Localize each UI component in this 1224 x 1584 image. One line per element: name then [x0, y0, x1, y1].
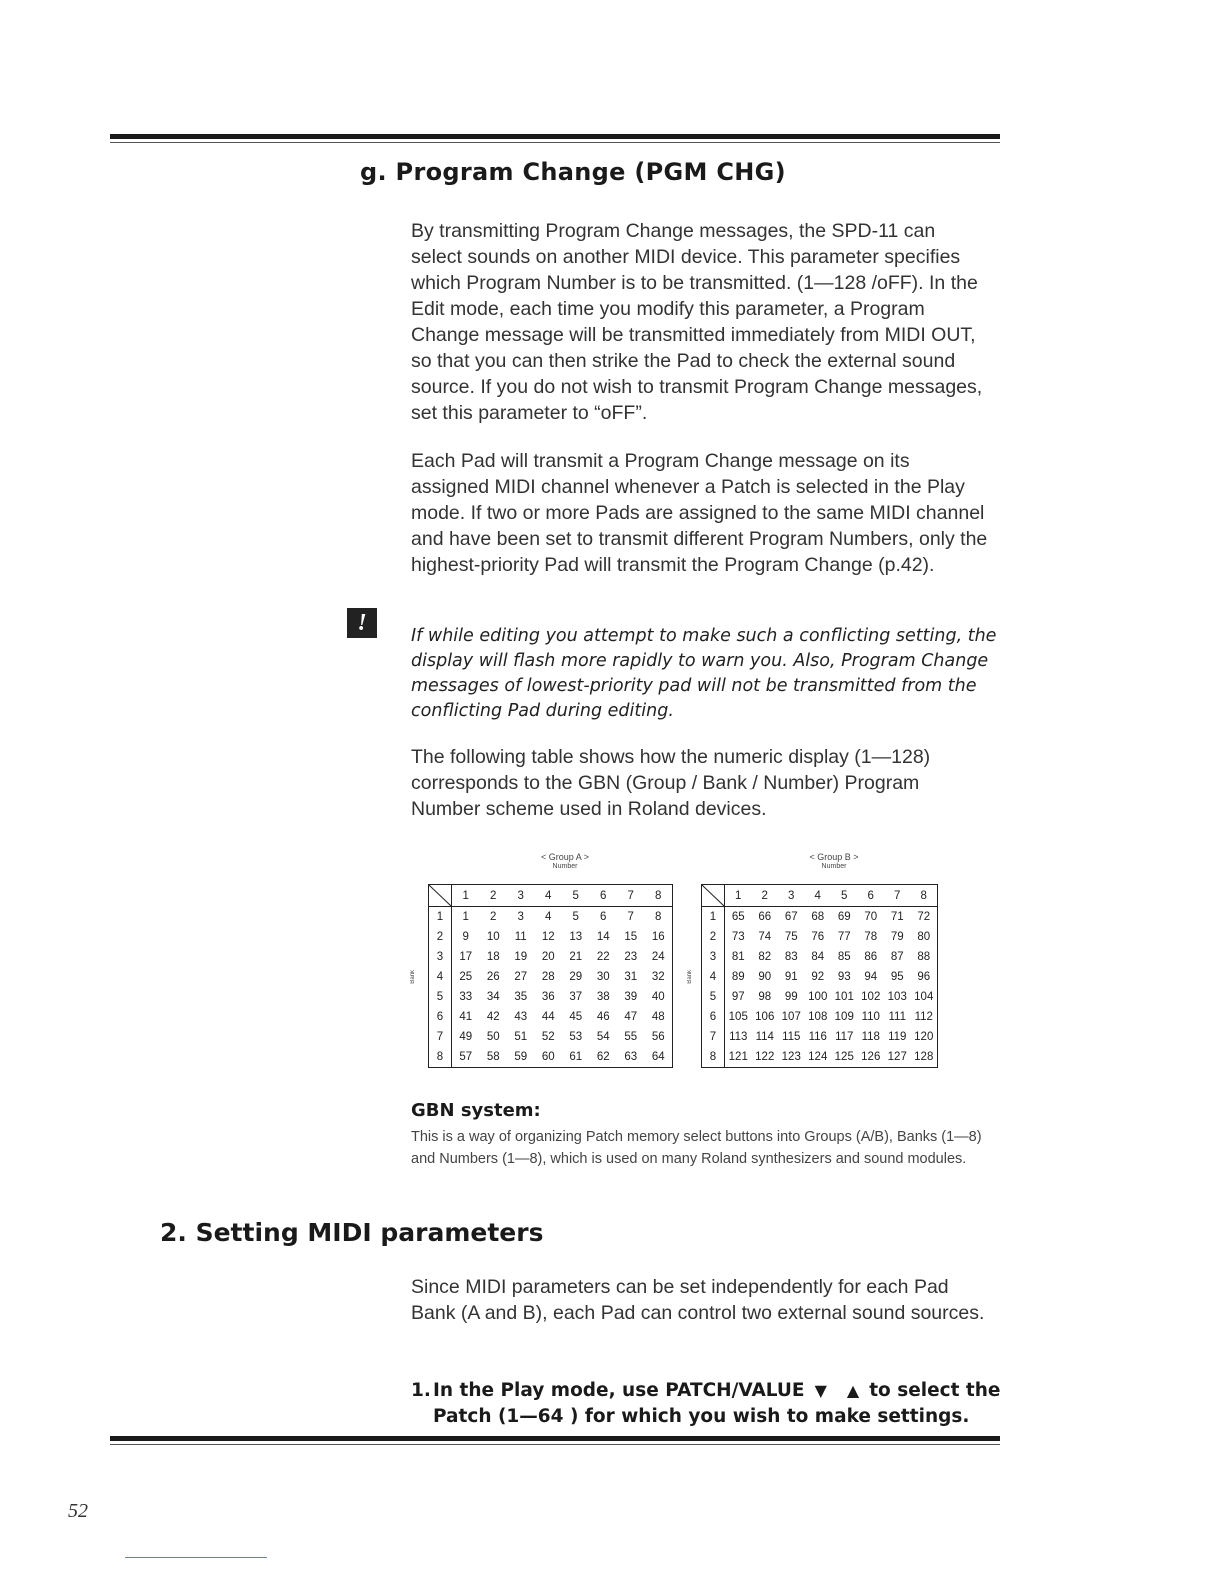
table-cell: 98: [758, 991, 772, 1003]
table-cell: 87: [890, 951, 904, 963]
table-cell: 25: [459, 971, 473, 983]
table-corner: [429, 885, 452, 907]
table-cell: 76: [811, 931, 825, 943]
table-cell: 34: [486, 991, 500, 1003]
table-cell: 50: [486, 1031, 500, 1043]
gbn-table-group-b: [701, 884, 938, 1068]
table-cell: 22: [596, 951, 610, 963]
table-cell: 75: [784, 931, 798, 943]
table-cell: 112: [914, 1011, 933, 1023]
table-cell: 2: [490, 911, 497, 923]
table-cell: 60: [541, 1051, 555, 1063]
table-cell: 117: [835, 1031, 854, 1043]
table-cell: 46: [596, 1011, 610, 1023]
table-cell: 122: [755, 1051, 775, 1063]
table-cell: 84: [811, 951, 825, 963]
column-header: 3: [507, 885, 535, 907]
table-row: [702, 1027, 938, 1047]
table-cell: 8: [655, 911, 662, 923]
table-cell: 5: [572, 911, 579, 923]
column-header: 7: [884, 885, 911, 907]
table-cell: 90: [758, 971, 772, 983]
table-cell: 39: [624, 991, 638, 1003]
table-cell: 126: [861, 1051, 881, 1063]
step-1: [411, 1378, 1011, 1430]
table-cell: 3: [517, 911, 524, 923]
table-cell: 124: [808, 1051, 828, 1063]
table-cell: 66: [758, 911, 772, 923]
table-row: [429, 1007, 673, 1027]
table-row: [702, 907, 938, 928]
table-cell: 51: [514, 1031, 528, 1043]
table-cell: 42: [486, 1011, 500, 1023]
table-row: [429, 927, 673, 947]
table-cell: 71: [890, 911, 904, 923]
table-cell: 20: [541, 951, 555, 963]
table-cell: 104: [914, 991, 934, 1003]
table-cell: 118: [861, 1031, 880, 1043]
table-cell: 101: [834, 991, 854, 1003]
table-cell: 107: [781, 1011, 801, 1023]
table-cell: 1: [462, 911, 469, 923]
table-cell: 29: [569, 971, 583, 983]
column-header: 2: [480, 885, 508, 907]
table-cell: 68: [811, 911, 825, 923]
bank-cell: 7: [702, 1027, 725, 1047]
bank-cell: 6: [702, 1007, 725, 1027]
paragraph-pad-transmit: Each Pad will transmit a Program Change message on its assigned MIDI channel whenever a Patch is selected in the Play mode. If two or more Pads are assigned to the same MIDI channel and have been set to transmit different Program Numbers, only the highest-priority Pad will transmit the Program Change (p.42).: [411, 450, 988, 576]
table-cell: 86: [864, 951, 878, 963]
table-cell: 85: [837, 951, 851, 963]
column-header: 6: [858, 885, 885, 907]
table-cell: 128: [914, 1051, 934, 1063]
table-cell: 9: [462, 931, 469, 943]
table-cell: 103: [887, 991, 907, 1003]
table-cell: 92: [811, 971, 825, 983]
table-cell: 62: [596, 1051, 610, 1063]
bank-cell: 3: [702, 947, 725, 967]
table-cell: 116: [808, 1031, 827, 1043]
table-cell: 40: [651, 991, 665, 1003]
group-a-title: < Group A >: [540, 852, 590, 862]
group-a-label: [505, 852, 625, 872]
table-cell: 53: [569, 1031, 583, 1043]
table-cell: 10: [486, 931, 500, 943]
table-row: [702, 1007, 938, 1027]
table-cell: 55: [624, 1031, 638, 1043]
table-row: [429, 987, 673, 1007]
warning-icon: !: [347, 608, 377, 638]
top-rule: [110, 134, 1000, 143]
column-header: 2: [752, 885, 779, 907]
step-text-c: Patch (1—64 ) for which you wish to make settings.: [433, 1406, 970, 1427]
table-cell: 48: [651, 1011, 665, 1023]
note-text: If while editing you attempt to make such a conflicting setting, the display will flash more rapidly to warn you. Also, Program Change messages of lowest-priority pad will not be transmitted from the conflicting Pad during editing.: [411, 626, 997, 721]
table-cell: 105: [728, 1011, 748, 1023]
arrow-down-icon: ▼: [814, 1381, 827, 1400]
table-cell: 44: [541, 1011, 555, 1023]
step-text-b: to select the: [869, 1380, 1001, 1401]
step-number: 1.: [411, 1380, 431, 1401]
column-header: 8: [911, 885, 938, 907]
column-header: 6: [590, 885, 618, 907]
group-b-label: [774, 852, 894, 872]
table-row: [429, 967, 673, 987]
page-number: 52: [68, 1500, 88, 1522]
footer-line: [125, 1557, 267, 1558]
column-header: 5: [562, 885, 590, 907]
group-b-title: < Group B >: [809, 852, 859, 862]
table-cell: 12: [541, 931, 555, 943]
table-cell: 82: [758, 951, 772, 963]
table-cell: 74: [758, 931, 772, 943]
table-row: [429, 907, 673, 928]
column-header: 8: [645, 885, 673, 907]
table-cell: 111: [888, 1011, 906, 1023]
table-row: [702, 947, 938, 967]
bank-cell: 1: [429, 907, 452, 928]
main-heading: 2. Setting MIDI parameters: [160, 1218, 544, 1247]
bank-cell: 6: [429, 1007, 452, 1027]
table-cell: 28: [541, 971, 555, 983]
table-cell: 83: [784, 951, 798, 963]
table-cell: 33: [459, 991, 473, 1003]
table-cell: 89: [731, 971, 745, 983]
paragraph-table-intro: The following table shows how the numeric display (1—128) corresponds to the GBN (Group / Bank / Number) Program Number scheme used in Roland devices.: [411, 746, 931, 820]
table-cell: 24: [651, 951, 665, 963]
table-cell: 123: [781, 1051, 801, 1063]
bank-cell: 5: [702, 987, 725, 1007]
group-a-number-label: Number: [552, 863, 578, 870]
table-cell: 81: [731, 951, 745, 963]
table-cell: 115: [782, 1031, 801, 1043]
step-text-a: In the Play mode, use PATCH/VALUE: [433, 1380, 805, 1401]
table-cell: 27: [514, 971, 528, 983]
table-cell: 32: [651, 971, 665, 983]
table-row: [702, 987, 938, 1007]
table-cell: 59: [514, 1051, 528, 1063]
table-cell: 4: [545, 911, 552, 923]
table-cell: 73: [731, 931, 745, 943]
table-cell: 99: [784, 991, 798, 1003]
table-cell: 106: [755, 1011, 775, 1023]
bank-cell: 8: [429, 1047, 452, 1068]
table-cell: 102: [861, 991, 881, 1003]
table-cell: 78: [864, 931, 878, 943]
table-row: [429, 1047, 673, 1068]
table-cell: 97: [731, 991, 745, 1003]
table-cell: 114: [755, 1031, 774, 1043]
table-cell: 65: [731, 911, 745, 923]
table-cell: 6: [600, 911, 607, 923]
table-cell: 11: [514, 931, 527, 943]
table-row: [702, 927, 938, 947]
section-heading: g. Program Change (PGM CHG): [360, 158, 786, 186]
table-cell: 108: [808, 1011, 828, 1023]
table-cell: 70: [864, 911, 878, 923]
table-cell: 41: [459, 1011, 473, 1023]
table-cell: 26: [486, 971, 500, 983]
table-cell: 110: [861, 1011, 880, 1023]
table-cell: 95: [890, 971, 904, 983]
bank-cell: 2: [429, 927, 452, 947]
column-header: 4: [805, 885, 832, 907]
bank-cell: 8: [702, 1047, 725, 1068]
table-header-row: [702, 885, 938, 907]
table-cell: 19: [514, 951, 528, 963]
group-a-bank-label: Bank: [410, 970, 416, 984]
group-b-number-label: Number: [821, 863, 847, 870]
bank-cell: 2: [702, 927, 725, 947]
column-header: 3: [778, 885, 805, 907]
paragraph-program-change: By transmitting Program Change messages, the SPD-11 can select sounds on another MIDI device. This parameter specifies which Program Number is to be transmitted. (1—128 /oFF). In the Edit mode, each time you modify this parameter, a Program Change message will be transmitted immediately from MIDI OUT, so that you can then strike the Pad to check the external sound source. If you do not wish to transmit Program Change messages, set this parameter to “oFF”.: [411, 220, 983, 424]
table-cell: 36: [541, 991, 555, 1003]
table-cell: 17: [459, 951, 473, 963]
gbn-table-group-a: [428, 884, 673, 1068]
column-header: 5: [831, 885, 858, 907]
table-cell: 79: [890, 931, 904, 943]
table-cell: 93: [837, 971, 851, 983]
table-cell: 30: [596, 971, 610, 983]
table-cell: 23: [624, 951, 638, 963]
table-cell: 49: [459, 1031, 473, 1043]
table-cell: 14: [596, 931, 610, 943]
table-header-row: [429, 885, 673, 907]
table-cell: 88: [917, 951, 931, 963]
group-b-bank-label: Bank: [687, 970, 693, 984]
table-cell: 91: [784, 971, 798, 983]
arrow-up-icon: ▲: [846, 1381, 860, 1400]
table-cell: 69: [837, 911, 851, 923]
column-header: 1: [452, 885, 480, 907]
table-row: [429, 947, 673, 967]
table-cell: 45: [569, 1011, 583, 1023]
table-cell: 96: [917, 971, 931, 983]
column-header: 1: [725, 885, 752, 907]
table-cell: 61: [569, 1051, 583, 1063]
table-cell: 57: [459, 1051, 473, 1063]
table-cell: 47: [624, 1011, 638, 1023]
bottom-rule: [110, 1436, 1000, 1445]
table-cell: 7: [627, 911, 634, 923]
table-cell: 67: [784, 911, 798, 923]
table-cell: 38: [596, 991, 610, 1003]
table-cell: 56: [651, 1031, 665, 1043]
bank-cell: 7: [429, 1027, 452, 1047]
table-cell: 77: [837, 931, 851, 943]
table-row: [429, 1027, 673, 1047]
table-cell: 127: [887, 1051, 907, 1063]
gbn-text: This is a way of organizing Patch memory select buttons into Groups (A/B), Banks (1—8) and Numbers (1—8), which is used on many Roland synthesizers and sound modules.: [411, 1129, 982, 1167]
table-cell: 54: [596, 1031, 610, 1043]
table-cell: 35: [514, 991, 528, 1003]
table-cell: 125: [834, 1051, 854, 1063]
table-cell: 80: [917, 931, 931, 943]
paragraph-midi-parameters: Since MIDI parameters can be set independently for each Pad Bank (A and B), each Pad can control two external sound sources.: [411, 1276, 985, 1324]
table-cell: 109: [834, 1011, 854, 1023]
table-cell: 120: [914, 1031, 934, 1043]
table-row: [702, 967, 938, 987]
gbn-heading: GBN system:: [411, 1100, 541, 1121]
bank-cell: 5: [429, 987, 452, 1007]
table-cell: 58: [486, 1051, 500, 1063]
bank-cell: 3: [429, 947, 452, 967]
table-cell: 31: [624, 971, 638, 983]
table-cell: 43: [514, 1011, 528, 1023]
table-cell: 16: [651, 931, 665, 943]
column-header: 4: [535, 885, 563, 907]
table-cell: 94: [864, 971, 878, 983]
table-cell: 13: [569, 931, 583, 943]
table-row: [702, 1047, 938, 1068]
bank-cell: 1: [702, 907, 725, 928]
table-cell: 121: [728, 1051, 748, 1063]
table-cell: 63: [624, 1051, 638, 1063]
bank-cell: 4: [429, 967, 452, 987]
table-cell: 18: [486, 951, 500, 963]
table-cell: 37: [569, 991, 583, 1003]
table-cell: 64: [651, 1051, 665, 1063]
table-cell: 15: [624, 931, 638, 943]
table-cell: 21: [569, 951, 583, 963]
table-corner: [702, 885, 725, 907]
table-cell: 119: [888, 1031, 907, 1043]
column-header: 7: [617, 885, 645, 907]
table-cell: 113: [729, 1031, 748, 1043]
table-cell: 100: [808, 991, 828, 1003]
table-cell: 52: [541, 1031, 555, 1043]
table-cell: 72: [917, 911, 931, 923]
bank-cell: 4: [702, 967, 725, 987]
